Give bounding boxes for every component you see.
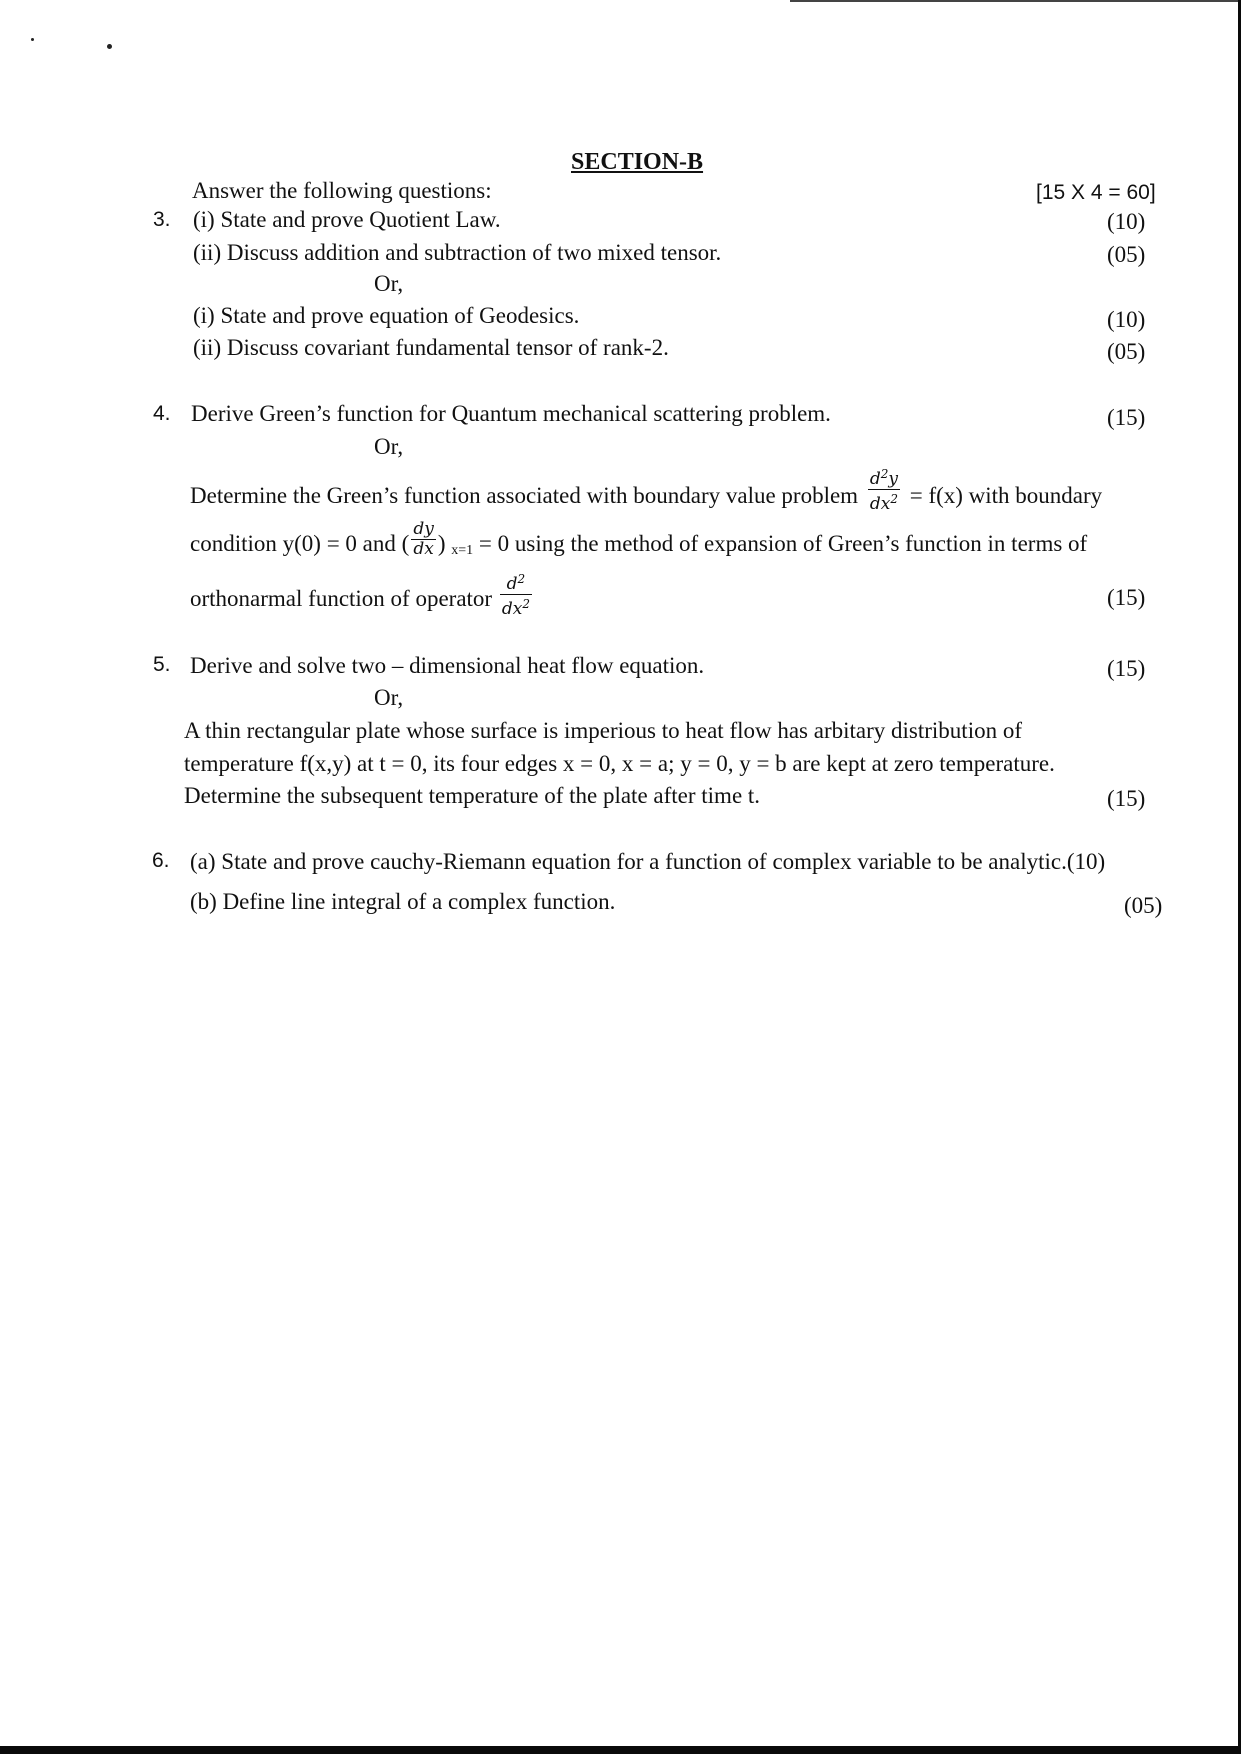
q4-alt-line-3: [190, 572, 532, 619]
first-derivative-fraction: $\frac{dy}{dx}$: [413, 519, 434, 560]
q4-or: Or,: [374, 434, 404, 459]
question-number-4: 4.: [153, 402, 171, 425]
q4-alt-line-2: condition y(0) = 0 and ( $\frac{dy}{dx}$ ) $_{x=1}$ = 0 using the method of expansion of Green’s function in terms of: [190, 519, 1088, 560]
q4-alt-line-3-text: orthonarmal function of operator: [190, 585, 493, 611]
q3-or: Or,: [374, 271, 404, 296]
scan-speck: [107, 44, 112, 49]
boundary-subscript: x=1: [451, 543, 474, 558]
q6-part-a: (a) State and prove cauchy-Riemann equation for a function of complex variable to be analytic.(10): [190, 849, 1106, 874]
question-number-6: 6.: [152, 849, 170, 872]
second-derivative-fraction: $\frac{d^2y}{dx^2}$: [869, 467, 898, 514]
q6-part-b: (b) Define line integral of a complex function.: [190, 889, 616, 914]
q5-alt-line-1: A thin rectangular plate whose surface is imperious to heat flow has arbitary distribution of: [184, 718, 1022, 743]
q4-alt-line-1-end: = f(x) with boundary: [909, 482, 1103, 508]
q6-part-b-marks: (05): [1124, 893, 1163, 918]
q4-alt-line-2-text: condition y(0) = 0 and: [190, 531, 396, 556]
instruction-text: Answer the following questions:: [192, 178, 492, 203]
question-number-3: 3.: [153, 208, 171, 231]
q3-alt-part-ii: (ii) Discuss covariant fundamental tensor of rank-2.: [193, 335, 669, 360]
scan-bottom-edge: [0, 1746, 1241, 1754]
q5-alt-line-2: temperature f(x,y) at t = 0, its four edges x = 0, x = a; y = 0, y = b are kept at zero temperature.: [184, 751, 1055, 776]
scan-speck: [31, 38, 34, 41]
q4-main: Derive Green’s function for Quantum mechanical scattering problem.: [191, 401, 831, 426]
q3-part-ii-marks: (05): [1107, 242, 1146, 267]
q5-main: Derive and solve two – dimensional heat flow equation.: [190, 653, 705, 678]
q3-alt-part-i-marks: (10): [1107, 307, 1146, 332]
q3-part-i: (i) State and prove Quotient Law.: [193, 207, 501, 232]
scan-top-edge: [790, 0, 1241, 2]
question-number-5: 5.: [153, 653, 171, 676]
q4-alt-line-1: [190, 467, 1103, 514]
q4-alt-line-1-text: Determine the Green’s function associated with boundary value problem: [190, 482, 859, 508]
q5-or: Or,: [374, 685, 404, 710]
q3-part-ii: (ii) Discuss addition and subtraction of two mixed tensor.: [193, 240, 722, 265]
q3-alt-part-i: (i) State and prove equation of Geodesics.: [193, 303, 580, 328]
q4-alt-marks: (15): [1107, 585, 1146, 610]
q5-main-marks: (15): [1107, 656, 1146, 681]
q3-alt-part-ii-marks: (05): [1107, 339, 1146, 364]
q5-alt-marks: (15): [1107, 786, 1146, 811]
q4-alt-line-2-end: = 0 using the method of expansion of Green’s function in terms of: [478, 531, 1088, 556]
q4-main-marks: (15): [1107, 405, 1146, 430]
operator-fraction: $\frac{d^2}{dx^2}$: [501, 572, 530, 619]
section-heading: SECTION-B: [571, 149, 704, 175]
total-marks: [15 X 4 = 60]: [1036, 181, 1156, 204]
q5-alt-line-3: Determine the subsequent temperature of the plate after time t.: [184, 783, 761, 808]
q3-part-i-marks: (10): [1107, 209, 1146, 234]
